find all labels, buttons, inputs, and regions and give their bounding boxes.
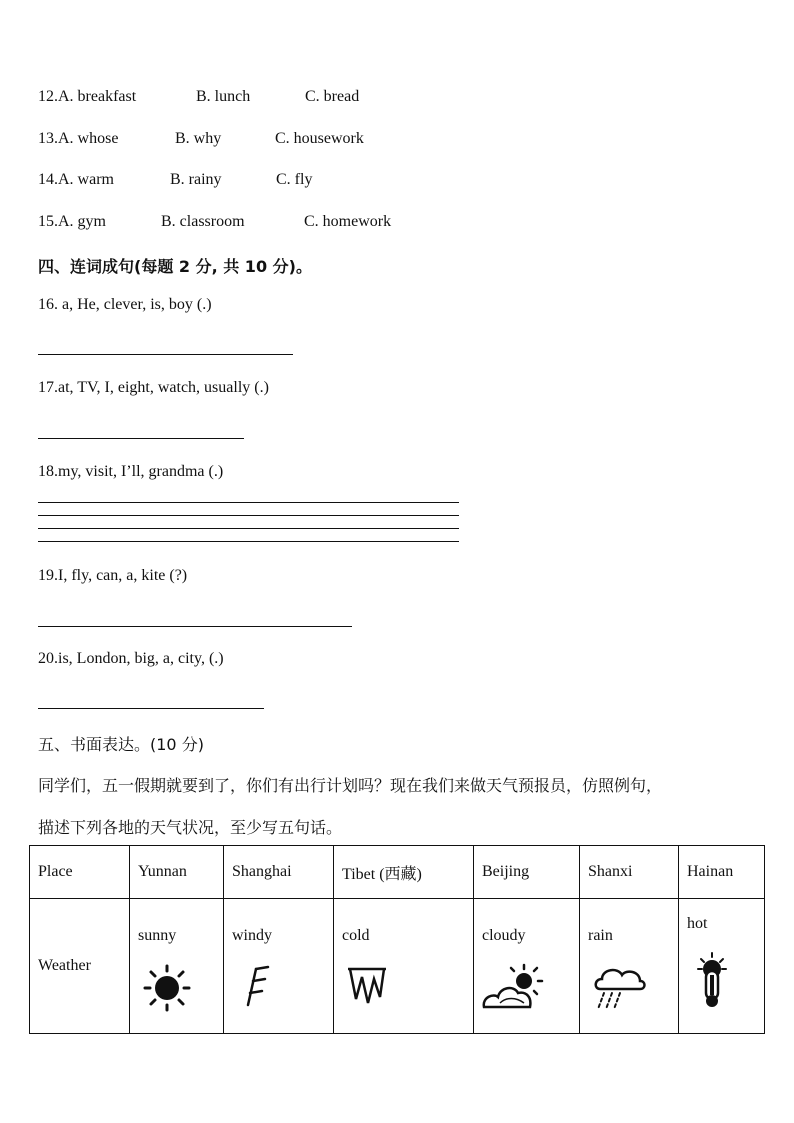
weather-cell xyxy=(580,899,679,1034)
section-5-heading: 五、书面表达。(10 分) xyxy=(38,735,204,754)
place-cell: Tibet (西藏) xyxy=(334,846,474,899)
answer-line-18d[interactable] xyxy=(38,541,459,542)
option-b: B. lunch xyxy=(196,88,251,105)
weather-cell xyxy=(474,899,580,1034)
sun-icon xyxy=(140,963,194,1013)
option-a: A. gym xyxy=(58,213,106,230)
question-19: 19.I, fly, can, a, kite (?) xyxy=(38,567,188,584)
place-row xyxy=(30,846,765,899)
weather-word: sunny xyxy=(138,927,177,944)
option-b: B. why xyxy=(175,130,222,147)
option-c: C. fly xyxy=(276,171,313,188)
wind-icon xyxy=(234,963,274,1011)
weather-cell xyxy=(224,899,334,1034)
question-number: 15. xyxy=(38,213,58,230)
answer-line-19[interactable] xyxy=(38,626,352,627)
instructions-line-1: 同学们，五一假期就要到了，你们有出行计划吗？现在我们来做天气预报员，仿照例句， xyxy=(38,776,663,795)
question-13-row xyxy=(38,130,364,148)
weather-cell xyxy=(130,899,224,1034)
place-cell: Shanxi xyxy=(580,846,679,899)
row-label-weather xyxy=(30,899,130,1034)
place-cell: Beijing xyxy=(474,846,580,899)
question-16: 16. a, He, clever, is, boy (.) xyxy=(38,296,212,313)
section-4-heading: 四、连词成句(每题 2 分, 共 10 分)。 xyxy=(38,257,312,276)
place-cell: Hainan xyxy=(679,846,765,899)
place-cell: Yunnan xyxy=(130,846,224,899)
question-number: 12. xyxy=(38,88,58,105)
weather-table xyxy=(29,845,765,1034)
answer-line-18c[interactable] xyxy=(38,528,459,529)
weather-cell xyxy=(679,899,765,1034)
question-14-row xyxy=(38,171,313,189)
weather-word: rain xyxy=(588,927,613,944)
question-15-row xyxy=(38,213,392,231)
answer-line-20[interactable] xyxy=(38,708,264,709)
weather-word: cold xyxy=(342,927,370,944)
option-a: A. breakfast xyxy=(58,88,137,105)
answer-line-18b[interactable] xyxy=(38,515,459,516)
weather-word: hot xyxy=(687,915,708,932)
weather-cell xyxy=(334,899,474,1034)
cloud-sun-icon xyxy=(480,963,550,1015)
instructions-line-2: 描述下列各地的天气状况，至少写五句话。 xyxy=(38,818,343,837)
option-c: C. homework xyxy=(304,213,392,230)
question-12-row xyxy=(38,88,360,106)
question-20: 20.is, London, big, a, city, (.) xyxy=(38,650,224,667)
option-c: C. housework xyxy=(275,130,364,147)
option-b: B. rainy xyxy=(170,171,222,188)
option-a: A. warm xyxy=(58,171,114,188)
answer-line-18a[interactable] xyxy=(38,502,459,503)
question-number: 13. xyxy=(38,130,58,147)
weather-word: cloudy xyxy=(482,927,526,944)
question-number: 14. xyxy=(38,171,58,188)
option-c: C. bread xyxy=(305,88,360,105)
question-17: 17.at, TV, I, eight, watch, usually (.) xyxy=(38,379,269,396)
option-a: A. whose xyxy=(58,130,119,147)
option-b: B. classroom xyxy=(161,213,245,230)
answer-line-17[interactable] xyxy=(38,438,244,439)
question-18: 18.my, visit, I’ll, grandma (.) xyxy=(38,463,224,480)
answer-line-16[interactable] xyxy=(38,354,293,355)
weather-label: Weather xyxy=(38,957,91,974)
thermometer-icon xyxy=(695,951,729,1009)
row-label-place: Place xyxy=(30,846,130,899)
weather-word: windy xyxy=(232,927,272,944)
place-cell: Shanghai xyxy=(224,846,334,899)
icicle-icon xyxy=(344,963,390,1009)
rain-cloud-icon xyxy=(590,963,648,1013)
weather-row xyxy=(30,899,765,1034)
